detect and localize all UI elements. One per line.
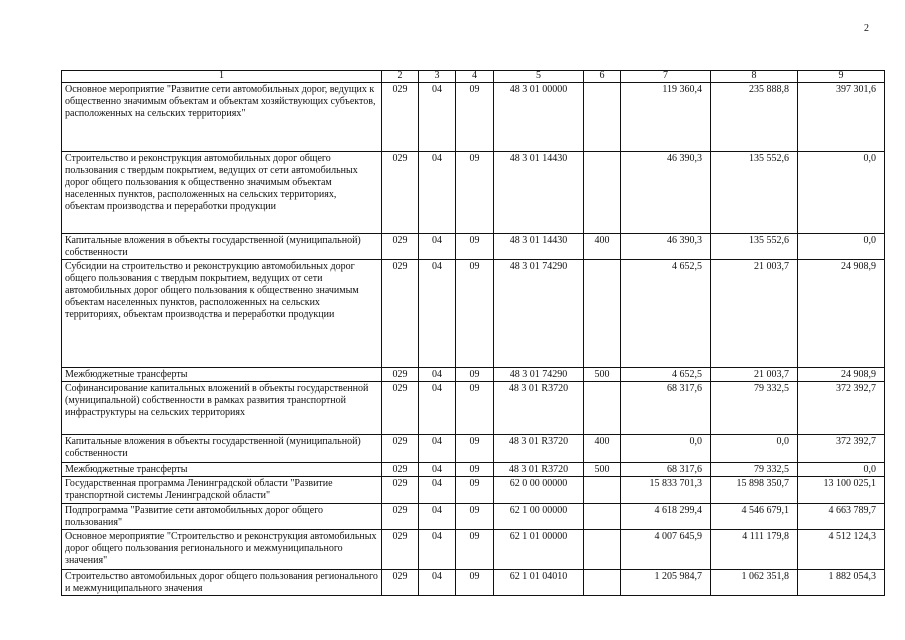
subsection-code: 09 [456,382,494,435]
row-description: Подпрограмма "Развитие сети автомобильных дорог общего пользования" [62,504,382,530]
target-article-code: 62 1 01 00000 [494,530,584,570]
amount-col-7: 4 652,5 [621,260,711,368]
section-code: 04 [419,152,456,234]
header-cell: 8 [711,71,798,83]
subsection-code: 09 [456,152,494,234]
expense-type-code: 500 [584,368,621,382]
row-description: Межбюджетные трансферты [62,463,382,477]
ministry-code: 029 [382,570,419,596]
table-row [62,530,885,570]
row-description: Государственная программа Ленинградской области "Развитие транспортной системы Ленинградской области" [62,477,382,504]
target-article-code: 48 3 01 14430 [494,152,584,234]
table-row [62,152,885,234]
amount-col-7: 4 652,5 [621,368,711,382]
subsection-code: 09 [456,463,494,477]
amount-col-9: 4 663 789,7 [798,504,885,530]
amount-col-7: 4 007 645,9 [621,530,711,570]
amount-col-7: 46 390,3 [621,234,711,260]
ministry-code: 029 [382,435,419,463]
expense-type-code [584,530,621,570]
ministry-code: 029 [382,260,419,368]
section-code: 04 [419,234,456,260]
amount-col-9: 24 908,9 [798,260,885,368]
expense-type-code: 400 [584,234,621,260]
amount-col-9: 0,0 [798,463,885,477]
row-description: Основное мероприятие "Строительство и реконструкция автомобильных дорог общего пользования регионального и межмуниципального значения" [62,530,382,570]
target-article-code: 48 3 01 R3720 [494,435,584,463]
row-description: Капитальные вложения в объекты государственной (муниципальной) собственности [62,234,382,260]
expense-type-code [584,382,621,435]
subsection-code: 09 [456,83,494,152]
expense-type-code: 400 [584,435,621,463]
subsection-code: 09 [456,530,494,570]
amount-col-7: 4 618 299,4 [621,504,711,530]
amount-col-7: 15 833 701,3 [621,477,711,504]
target-article-code: 48 3 01 R3720 [494,463,584,477]
header-cell: 9 [798,71,885,83]
section-code: 04 [419,83,456,152]
amount-col-9: 13 100 025,1 [798,477,885,504]
subsection-code: 09 [456,477,494,504]
row-description: Строительство и реконструкция автомобильных дорог общего пользования с твердым покрытием, ведущих от сети автомобильных дорог общего пользования к общественно значимым объектам населенных пунктов, расположенных на сельских территориях, объектам производства и переработки продукции [62,152,382,234]
subsection-code: 09 [456,504,494,530]
table-row [62,368,885,382]
subsection-code: 09 [456,368,494,382]
amount-col-7: 1 205 984,7 [621,570,711,596]
section-code: 04 [419,463,456,477]
section-code: 04 [419,530,456,570]
amount-col-7: 119 360,4 [621,83,711,152]
amount-col-7: 46 390,3 [621,152,711,234]
page-number: 2 [864,23,869,34]
table-row [62,260,885,368]
amount-col-9: 4 512 124,3 [798,530,885,570]
amount-col-8: 135 552,6 [711,234,798,260]
table-row [62,382,885,435]
target-article-code: 48 3 01 R3720 [494,382,584,435]
row-description: Субсидии на строительство и реконструкцию автомобильных дорог общего пользования с твердым покрытием, ведущих от сети автомобильных дорог общего пользования к общественно значимым объектам населенных пунктов, расположенных на сельских территориях, объектам производства и переработки продукции [62,260,382,368]
expense-type-code [584,570,621,596]
ministry-code: 029 [382,368,419,382]
subsection-code: 09 [456,435,494,463]
row-description: Строительство автомобильных дорог общего пользования регионального и межмуниципального значения [62,570,382,596]
table-row [62,477,885,504]
section-code: 04 [419,477,456,504]
amount-col-9: 372 392,7 [798,382,885,435]
amount-col-9: 24 908,9 [798,368,885,382]
expense-type-code [584,504,621,530]
row-description: Капитальные вложения в объекты государственной (муниципальной) собственности [62,435,382,463]
section-code: 04 [419,368,456,382]
subsection-code: 09 [456,234,494,260]
header-cell: 3 [419,71,456,83]
amount-col-7: 0,0 [621,435,711,463]
amount-col-9: 0,0 [798,152,885,234]
ministry-code: 029 [382,477,419,504]
target-article-code: 48 3 01 00000 [494,83,584,152]
amount-col-9: 372 392,7 [798,435,885,463]
header-cell: 6 [584,71,621,83]
section-code: 04 [419,382,456,435]
ministry-code: 029 [382,463,419,477]
target-article-code: 48 3 01 74290 [494,260,584,368]
subsection-code: 09 [456,260,494,368]
section-code: 04 [419,260,456,368]
amount-col-8: 15 898 350,7 [711,477,798,504]
budget-table [61,70,885,596]
target-article-code: 62 0 00 00000 [494,477,584,504]
expense-type-code [584,152,621,234]
expense-type-code [584,477,621,504]
amount-col-8: 1 062 351,8 [711,570,798,596]
expense-type-code [584,260,621,368]
expense-type-code: 500 [584,463,621,477]
header-cell: 5 [494,71,584,83]
table-row [62,83,885,152]
header-cell: 1 [62,71,382,83]
table-row [62,504,885,530]
row-description: Основное мероприятие "Развитие сети автомобильных дорог, ведущих к общественно значимым объектам и объектам хозяйствующих субъектов, расположенных на сельских территориях" [62,83,382,152]
target-article-code: 48 3 01 74290 [494,368,584,382]
header-cell: 7 [621,71,711,83]
amount-col-8: 21 003,7 [711,260,798,368]
amount-col-8: 79 332,5 [711,382,798,435]
amount-col-8: 235 888,8 [711,83,798,152]
amount-col-8: 4 546 679,1 [711,504,798,530]
target-article-code: 62 1 00 00000 [494,504,584,530]
target-article-code: 62 1 01 04010 [494,570,584,596]
expense-type-code [584,83,621,152]
section-code: 04 [419,435,456,463]
amount-col-9: 397 301,6 [798,83,885,152]
amount-col-7: 68 317,6 [621,382,711,435]
table-row [62,570,885,596]
subsection-code: 09 [456,570,494,596]
table-header-row [62,71,885,83]
ministry-code: 029 [382,234,419,260]
table-row [62,463,885,477]
amount-col-8: 21 003,7 [711,368,798,382]
ministry-code: 029 [382,83,419,152]
table-row [62,234,885,260]
amount-col-8: 135 552,6 [711,152,798,234]
table-row [62,435,885,463]
ministry-code: 029 [382,530,419,570]
amount-col-7: 68 317,6 [621,463,711,477]
amount-col-8: 79 332,5 [711,463,798,477]
header-cell: 4 [456,71,494,83]
amount-col-9: 1 882 054,3 [798,570,885,596]
amount-col-8: 0,0 [711,435,798,463]
section-code: 04 [419,570,456,596]
row-description: Межбюджетные трансферты [62,368,382,382]
amount-col-9: 0,0 [798,234,885,260]
ministry-code: 029 [382,382,419,435]
row-description: Софинансирование капитальных вложений в объекты государственной (муниципальной) собственности в рамках развития транспортной инфраструктуры на сельских территориях [62,382,382,435]
header-cell: 2 [382,71,419,83]
ministry-code: 029 [382,504,419,530]
section-code: 04 [419,504,456,530]
amount-col-8: 4 111 179,8 [711,530,798,570]
ministry-code: 029 [382,152,419,234]
target-article-code: 48 3 01 14430 [494,234,584,260]
